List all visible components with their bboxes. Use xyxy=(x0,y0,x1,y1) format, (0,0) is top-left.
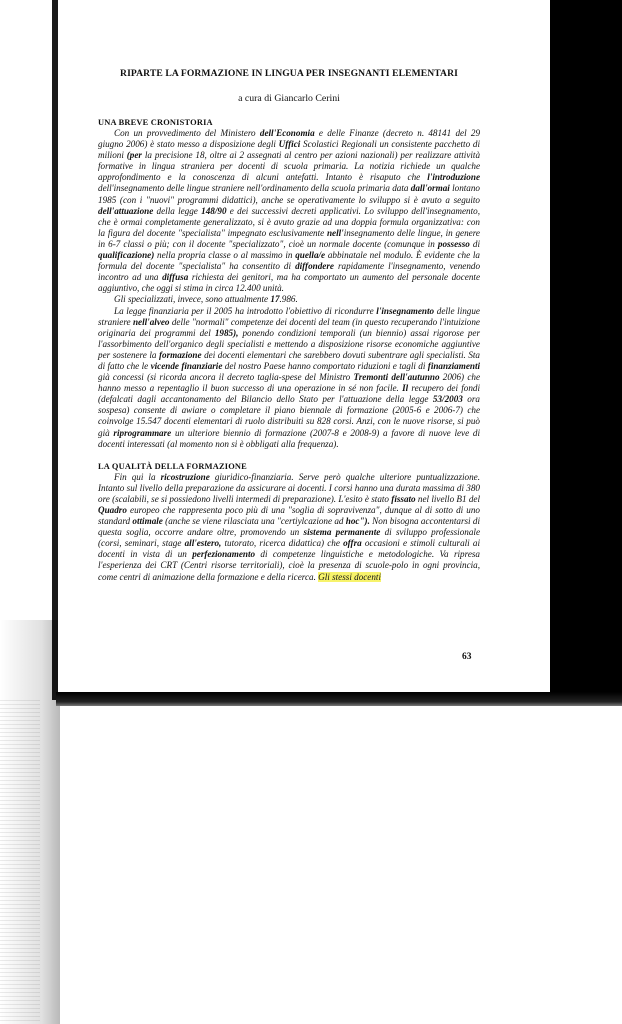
section-cronistoria xyxy=(98,118,480,450)
article-content xyxy=(98,68,480,583)
article-byline xyxy=(98,93,480,104)
paragraph: Gli specializzati, invece, sono attualmente 17.986. xyxy=(114,294,298,305)
page-number: 63 xyxy=(462,652,472,662)
byline-author: Giancarlo Cerini xyxy=(274,93,340,104)
section-heading: UNA BREVE CRONISTORIA xyxy=(98,118,213,127)
section-qualita xyxy=(98,462,480,583)
paragraph: La legge finanziaria per il 2005 ha introdotto l'obiettivo di ricondurre l'insegnamento delle lingue straniere nell'alveo delle "normali" competenze dei docenti del team (in questo recuperando l'intuizione originaria dei programmi del 1985), ponendo condizioni temporali (un biennio) assai rigorose per l'assorbimento dell'organico degli specialisti e mettendo a disposizione risorse economiche aggiuntive per sostenere la formazione dei docenti elementari che sarebbero dovuti subentrare agli specialisti. Sta di fatto che le vicende finanziarie del nostro Paese hanno comportato riduzioni e tagli di finanziamenti già concessi (si ricorda ancora il decreto taglia-spese del Ministro Tremonti dell'autunno 2006) che hanno messo a repentaglio il buon successo di una operazione in sé non facile. Il recupero dei fondi (defalcati dagli accantonamento del Bilancio dello Stato per l'attuazione della legge 53/2003 ora sospesa) consente di awiare o completare il piano biennale di formazione (2005-6 e 2006-7) che coinvolge 15.547 docenti elementari di ruolo distribuiti su 828 corsi. Anzi, con le nuove risorse, si può già riprogrammare un ulteriore biennio di formazione (2007-8 e 2008-9) a favore di nuove leve di docenti interessati (al momento non si è obbligati alla frequenza). xyxy=(98,305,481,449)
scan-right-border xyxy=(550,0,622,700)
article-title: RIPARTE LA FORMAZIONE IN LINGUA PER INSEGNANTI ELEMENTARI xyxy=(120,68,458,79)
paragraph: Fin qui la ricostruzione giuridico-finanziaria. Serve però qualche ulteriore puntualizzazione. Intanto sul livello della preparazione da assicurare ai docenti. I corsi hanno una durata massima di 380 ore (scalabili, se si possiedono livelli intermedi di preparazione). L'esito è stato fissato nel livello B1 del Quadro europeo che rappresenta poco più di una "soglia di sopravivenza", dunque al di sotto di uno standard ottimale (anche se viene rilasciata una "certiylcazione ad hoc"). Non bisogna accontentarsi di questa soglia, occorre andare oltre, promovendo un sistema permanente di sviluppo professionale (corsi, seminari, stage all'estero, tutorato, ricerca didattica) che offra occasioni e stimoli culturali ai docenti in vista di un perfezionamento di competenze linguistiche e metodologiche. Va ripresa l'esperienza dei CRT (Centri risorse territoriali), cioè la presenza di scuole-polo in ogni provincia, come centri di animazione della formazione e della ricerca. Gli stessi docenti xyxy=(98,471,480,582)
section-heading: LA QUALITÀ DELLA FORMAZIONE xyxy=(98,461,247,471)
paragraph: Con un provvedimento del Ministero dell'Economia e delle Finanze (decreto n. 48141 del 29 giugno 2006) è stato messo a disposizione degli Uffici Scolastici Regionali un consistente pacchetto di milioni (per la precisione 18, oltre ai 2 assegnati al centro per azioni nazionali) per realizzare attività formative in lingua straniera per docenti di scuola primaria. La notizia richiede un qualche approfondimento e la conoscenza di alcuni antefatti. Intanto è risaputo che l'introduzione dell'insegnamento delle lingue straniere nell'ordinamento della scuola primaria data dall'ormai lontano 1985 (con i "nuovi" programmi didattici), anche se operativamente lo sviluppo si è avuto a seguito dell'attuazione della legge 148/90 e dei successivi decreti applicativi. Lo sviluppo dell'insegnamento, che è ormai completamente generalizzato, si è avuto grazie ad una doppia formula organizzativa: con la figura del docente "specialista" impegnato esclusivamente nell'insegnamento delle lingue, in genere in 6-7 classi o più; con il docente "specializzato", cioè un normale docente (comunque in possesso di qualificazione) nella propria classe o al massimo in quella/e abbinatale nel modulo. È evidente che la formula del docente "specialista" ha consentito di diffondere rapidamente l'insegnamento, venendo incontro ad una diffusa richiesta dei genitori, ma ha comportato un aumento del personale docente aggiuntivo, che oggi si stima in circa 12.400 unità. xyxy=(98,128,481,294)
byline-prefix: a cura di xyxy=(238,93,275,104)
scan-bottom-border xyxy=(56,692,622,706)
scan-speckle xyxy=(0,700,40,1024)
